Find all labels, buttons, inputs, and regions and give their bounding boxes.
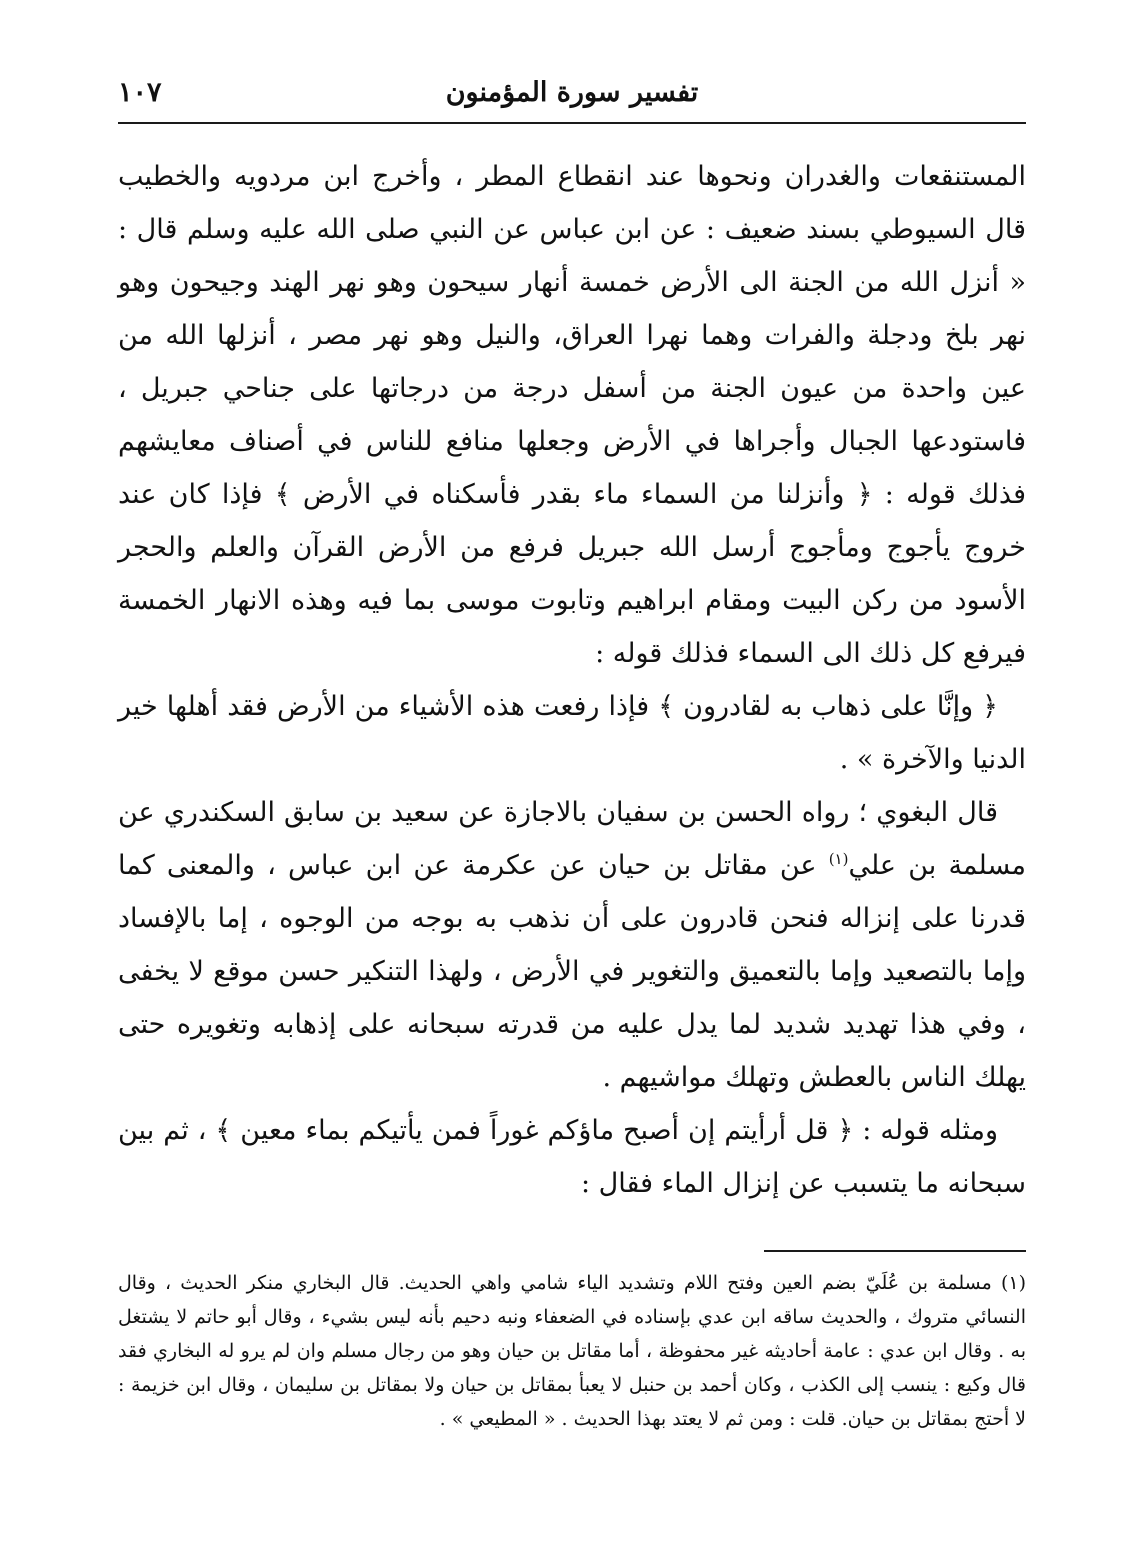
footnote-marker: (١)	[1000, 1272, 1026, 1294]
footnote-text: مسلمة بن عُلَيّ بضم العين وفتح اللام وتشديد الياء شامي واهي الحديث. قال البخاري منكر الحديث ، وقال النسائي متروك ، والحديث ساقه ابن عدي بإسناده في الضعفاء ونبه دحيم بأنه ليس بشيء ، وقال أبو حاتم لا يشتغل به . وقال ابن عدي : عامة أحاديثه غير محفوظة ، أما مقاتل بن حيان وهو من رجال مسلم وان لم يرو له البخاري فقد قال وكيع : ينسب إلى الكذب ، وكان أحمد بن حنبل لا يعبأ بمقاتل بن حيان ولا بمقاتل بن سليمان ، وقال ابن خزيمة : لا أحتج بمقاتل بن حيان. قلت : ومن ثم لا يعتد بهذا الحديث . « المطيعي » .	[118, 1272, 1026, 1430]
footnote-reference: (١)	[828, 850, 849, 868]
footnote-rule	[764, 1250, 1026, 1252]
quran-quote-paragraph: ﴿ وإنَّا على ذهاب به لقادرون ﴾ فإذا رفعت هذه الأشياء من الأرض فقد أهلها خير الدنيا والآخرة » .	[118, 691, 1026, 775]
paragraph-baghawi	[118, 786, 1026, 1104]
paragraph-baghawi-text-2: عن مقاتل بن حيان عن عكرمة عن ابن عباس ، والمعنى كما قدرنا على إنزاله فنحن قادرون على أن نذهب به بوجه من الوجوه ، إما بالإفساد وإما بالتصعيد وإما بالتعميق والتغوير في الأرض ، ولهذا التنكير حسن موقع لا يخفى ، وفي هذا تهديد شديد لما يدل عليه من قدرته سبحانه على إذهابه وتغويره حتى يهلك الناس بالعطش وتهلك مواشيهم .	[118, 850, 1026, 1093]
page-number: ١٠٧	[118, 77, 162, 108]
header-rule	[118, 122, 1026, 124]
page-title: تفسير سورة المؤمنون	[445, 77, 699, 108]
book-page	[118, 62, 1026, 1522]
running-header	[118, 76, 1026, 116]
paragraph-1: المستنقعات والغدران ونحوها عند انقطاع المطر ، وأخرج ابن مردويه والخطيب قال السيوطي بسند ضعيف : عن ابن عباس عن النبي صلى الله عليه وسلم قال : « أنزل الله من الجنة الى الأرض خمسة أنهار سيحون وهو نهر الهند وجيحون وهو نهر بلخ ودجلة والفرات وهما نهرا العراق، والنيل وهو نهر مصر ، أنزلها الله من عين واحدة من عيون الجنة من أسفل درجة من درجاتها على جناحي جبريل ، فاستودعها الجبال وأجراها في الأرض وجعلها منافع للناس في أصناف معايشهم فذلك قوله : ﴿ وأنزلنا من السماء ماء بقدر فأسكناه في الأرض ﴾ فإذا كان عند خروج يأجوج ومأجوج أرسل الله جبريل فرفع من الأرض القرآن والعلم والحجر الأسود من ركن البيت ومقام ابراهيم وتابوت موسى بما فيه وهذه الانهار الخمسة فيرفع كل ذلك الى السماء فذلك قوله :	[118, 161, 1026, 669]
footnote-1	[118, 1266, 1026, 1436]
paragraph-baghawi-text-1: قال البغوي ؛ رواه الحسن بن سفيان بالاجازة عن سعيد بن سابق السكندري عن مسلمة بن علي	[118, 797, 1027, 881]
main-text	[118, 150, 1026, 1210]
footnotes	[118, 1266, 1026, 1436]
paragraph-similar-verse: ومثله قوله : ﴿ قل أرأيتم إن أصبح ماؤكم غوراً فمن يأتيكم بماء معين ﴾ ، ثم بين سبحانه ما يتسبب عن إنزال الماء فقال :	[118, 1115, 1026, 1199]
